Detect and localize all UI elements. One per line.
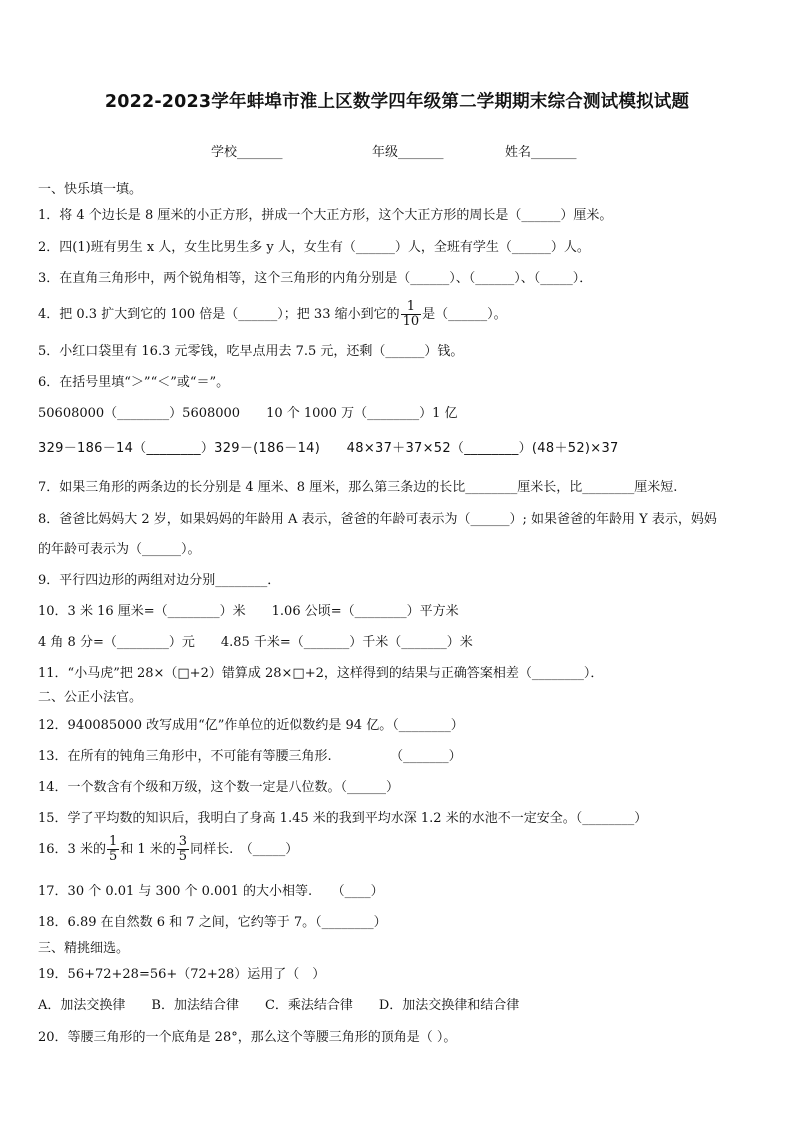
page-title: 2022-2023学年蚌埠市淮上区数学四年级第二学期期末综合测试模拟试题: [104, 92, 690, 112]
question-6-row-2: 329－186－14（________）329－(186－14) 48×37＋37×52（________）(48＋52)×37: [38, 441, 619, 456]
fraction-three-fifths: [177, 835, 189, 864]
school-field: 学校_______: [211, 145, 283, 160]
name-field: 姓名_______: [505, 145, 577, 160]
question-7: 7．如果三角形的两条边的长分别是 4 厘米、8 厘米，那么第三条边的长比________厘米长，比________厘米短.: [38, 480, 678, 495]
section-1-heading: 一、快乐填一填。: [38, 182, 143, 197]
question-17: 17．30 个 0.01 与 300 个 0.001 的大小相等. （____）: [38, 884, 384, 899]
question-4-text-a: 4．把 0.3 扩大到它的 100 倍是（______）；把 33 缩小到它的: [38, 307, 400, 322]
question-5: 5．小红口袋里有 16.3 元零钱，吃早点用去 7.5 元，还剩（______）钱。: [38, 344, 464, 359]
fraction-one-tenth: [401, 300, 422, 329]
grade-field: 年级_______: [372, 145, 444, 160]
question-16-text-b: 和 1 米的: [120, 842, 176, 857]
question-4-text-b: 是（______）。: [422, 307, 507, 322]
question-19-options: A．加法交换律 B．加法结合律 C．乘法结合律 D．加法交换律和结合律: [38, 998, 520, 1013]
question-6: 6．在括号里填“＞”“＜”或“＝”。: [38, 375, 230, 390]
question-10-cont: 4 角 8 分=（________）元 4.85 千米=（_______）千米（_______）米: [38, 635, 473, 650]
question-8-cont: 的年龄可表示为（______）。: [38, 542, 201, 557]
section-2-heading: 二、公正小法官。: [38, 690, 143, 705]
question-11: 11．“小马虎”把 28×（□+2）错算成 28×□+2，这样得到的结果与正确答案相差（________）．: [38, 666, 604, 681]
question-4: [38, 300, 507, 330]
question-16-text-a: 16．3 米的: [38, 842, 106, 857]
question-19: 19．56+72+28=56+（72+28）运用了（ ）: [38, 967, 326, 982]
question-2: 2．四(1)班有男生 x 人，女生比男生多 y 人，女生有（______）人，全班有学生（______）人。: [38, 240, 590, 255]
question-3: 3．在直角三角形中，两个锐角相等，这个三角形的内角分别是（______）、（______）、（_____）．: [38, 271, 593, 286]
question-10: 10．3 米 16 厘米=（________）米 1.06 公顷=（________）平方米: [38, 604, 459, 619]
section-3-heading: 三、精挑细选。: [38, 941, 130, 956]
question-16-text-c: 同样长. （_____）: [190, 842, 299, 857]
question-6-row-1: 50608000（________）5608000 10 个 1000 万（________）1 亿: [38, 406, 458, 421]
question-1: 1．将 4 个边长是 8 厘米的小正方形，拼成一个大正方形，这个大正方形的周长是（______）厘米。: [38, 208, 613, 223]
question-15: 15．学了平均数的知识后，我明白了身高 1.45 米的我到平均水深 1.2 米的水池不一定安全。（________）: [38, 811, 648, 826]
fraction-numerator: 3: [178, 834, 188, 849]
question-20: 20．等腰三角形的一个底角是 28°，那么这个等腰三角形的顶角是（ ）。: [38, 1030, 457, 1045]
question-14: 14．一个数含有个级和万级，这个数一定是八位数。（______）: [38, 780, 400, 795]
fraction-denominator: 5: [178, 849, 188, 864]
fraction-numerator: 1: [401, 300, 422, 315]
fraction-numerator: 1: [108, 834, 118, 849]
question-16: [38, 834, 298, 866]
question-8: 8．爸爸比妈妈大 2 岁，如果妈妈的年龄用 A 表示，爸爸的年龄可表示为（______）; 如果爸爸的年龄用 Y 表示，妈妈: [38, 512, 717, 527]
fraction-denominator: 10: [402, 314, 420, 329]
question-9: 9．平行四边形的两组对边分别________．: [38, 573, 281, 588]
question-18: 18．6.89 在自然数 6 和 7 之间，它约等于 7。（________）: [38, 915, 387, 930]
fraction-one-fifth: [107, 835, 119, 864]
question-13: 13．在所有的钝角三角形中，不可能有等腰三角形. （_______）: [38, 749, 462, 764]
question-12: 12．940085000 改写成用“亿”作单位的近似数约是 94 亿。（________）: [38, 718, 464, 733]
fraction-denominator: 5: [108, 849, 118, 864]
